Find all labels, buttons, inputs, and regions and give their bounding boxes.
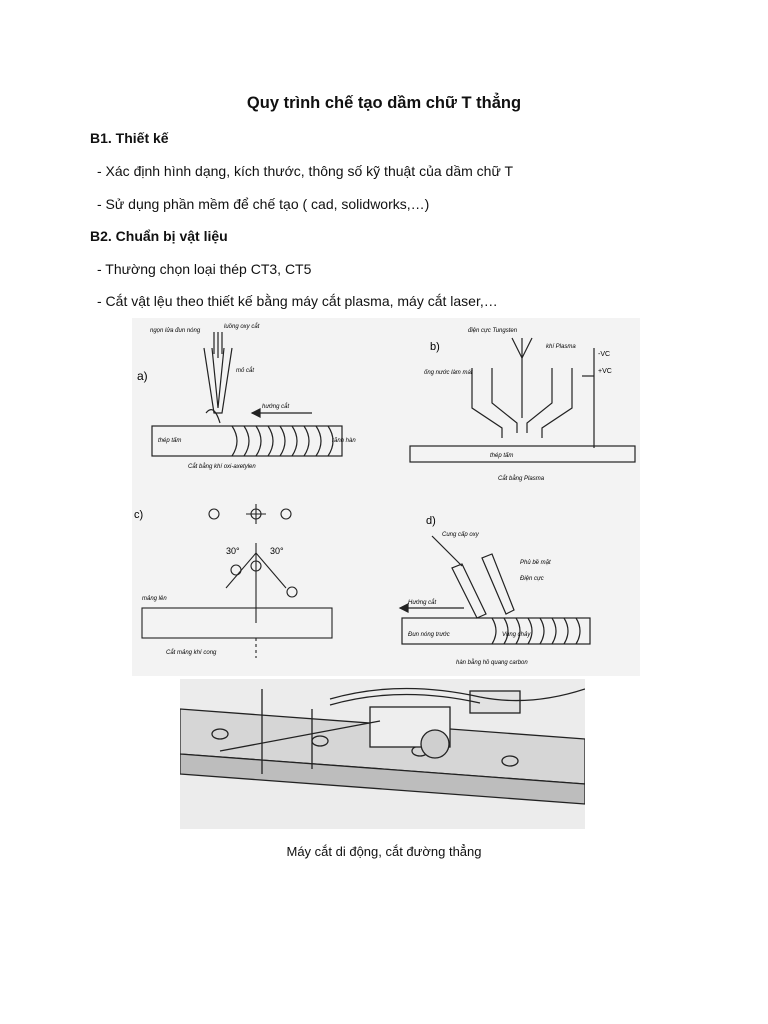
panel-a-text: rãnh hàn [332,438,356,444]
panel-d-text: Đun nóng trước [408,632,450,638]
panel-d-caption: hàn bằng hồ quang carbon [456,660,528,666]
image-caption: Máy cắt di động, cắt đường thẳng [286,844,482,859]
paragraph-line: - Xác định hình dạng, kích thước, thông số kỹ thuật của dầm chữ T [97,163,514,179]
panel-b-text: -VC [598,351,611,358]
panel-b-text: ống nước làm mát [424,370,473,376]
panel-d-label: d) [426,515,436,527]
paragraph-line: - Cắt vật lệu theo thiết kế bằng máy cắt plasma, máy cắt laser,… [97,293,498,309]
portable-cutting-machine-illustration [180,679,585,829]
panel-a-text: hướng cắt [262,404,290,410]
panel-b-text: thép tấm [490,453,514,459]
panel-b-caption: Cắt bằng Plasma [498,476,545,482]
panel-a-text: thép tấm [158,438,182,444]
paragraph-line: - Sử dụng phần mềm để chế tạo ( cad, solidworks,…) [97,196,430,212]
panel-d-text: Điện cực [520,576,544,582]
cutting-methods-figure [132,318,640,676]
panel-d-text: Vùng chảy [502,632,531,638]
panel-d-text: Phủ bề mặt [520,560,551,566]
panel-c-text: 30° [270,546,284,556]
panel-b-text: điện cực Tungsten [468,328,518,334]
panel-b-text: khí Plasma [546,344,576,350]
section-heading-materials: B2. Chuẩn bị vật liệu [90,228,228,244]
panel-b-label: b) [430,341,440,353]
paragraph-line: - Thường chọn loại thép CT3, CT5 [97,261,312,277]
panel-c-text: mảng lên [142,596,167,602]
page-title: Quy trình chế tạo dầm chữ T thẳng [246,94,522,112]
panel-a-text: mỏ cắt [236,368,255,374]
panel-d-text: Hướng cắt [408,600,437,606]
panel-c-caption: Cắt mảng khí cong [166,650,217,656]
section-heading-design: B1. Thiết kế [90,130,169,146]
panel-d-carbon-arc-diagram [400,536,590,644]
panel-c-text: 30° [226,546,240,556]
panel-d-text: Cung cấp oxy [442,532,479,538]
panel-c-label: c) [134,509,144,521]
panel-a-label: a) [137,369,148,383]
panel-a-text: ngọn lửa đun nóng [150,328,201,334]
panel-a-caption: Cắt bằng khí oxi-axetylen [188,464,256,470]
panel-a-text: luồng oxy cắt [224,324,260,330]
panel-c-curved-cut-diagram [142,504,332,658]
panel-b-text: +VC [598,368,612,375]
